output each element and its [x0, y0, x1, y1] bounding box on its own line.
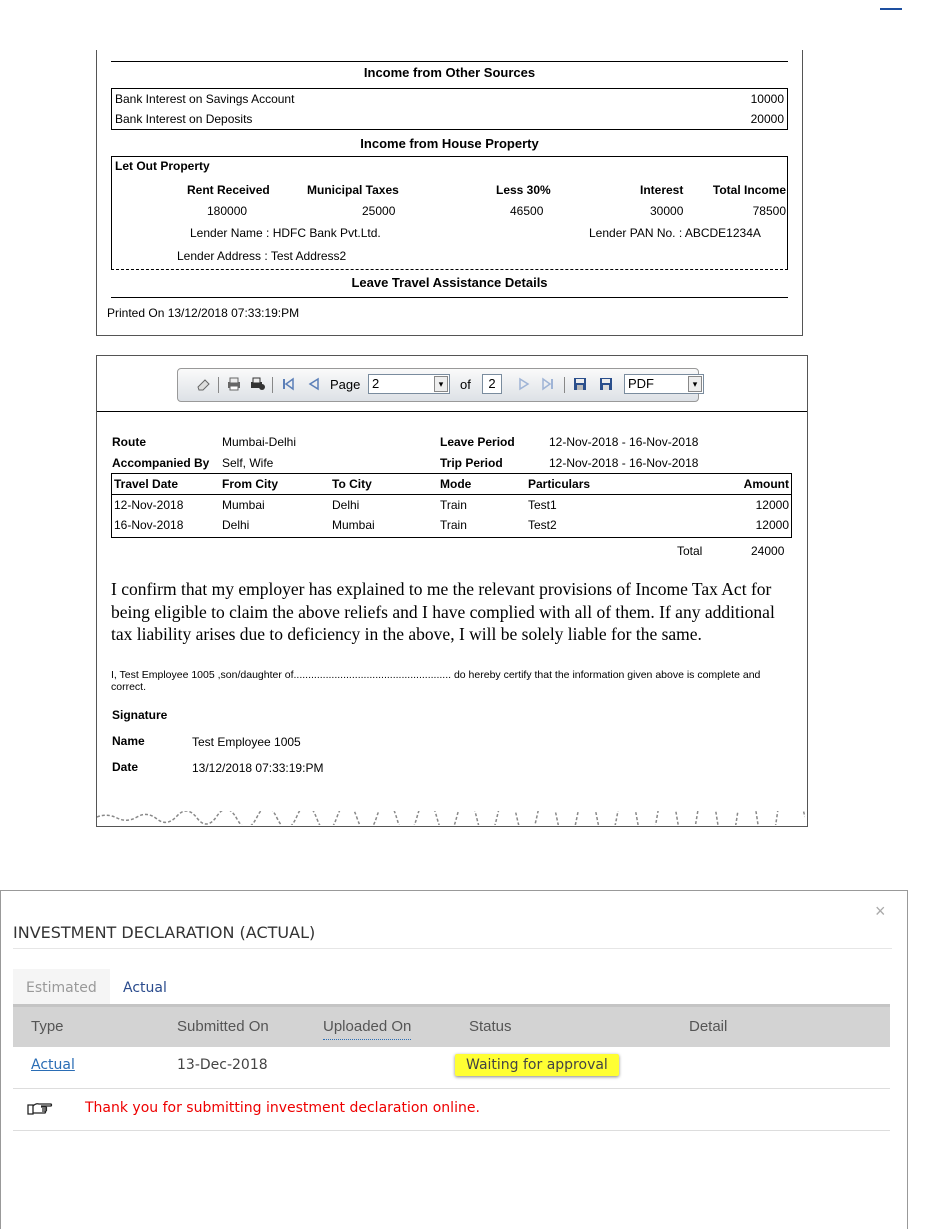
- page-label: Page: [330, 377, 361, 392]
- divider: [111, 297, 788, 298]
- torn-page-edge: [97, 811, 805, 825]
- table-header: Travel Date: [114, 477, 179, 491]
- section-title-lta: Leave Travel Assistance Details: [351, 275, 548, 290]
- status-badge: Waiting for approval: [455, 1054, 619, 1076]
- print-icon[interactable]: [226, 376, 242, 392]
- modal-title: INVESTMENT DECLARATION (ACTUAL): [13, 923, 316, 942]
- previous-page-icon[interactable]: [306, 376, 322, 392]
- name-label: Name: [112, 734, 145, 748]
- column-header: Interest: [640, 183, 684, 197]
- column-header: Less 30%: [496, 183, 551, 197]
- of-label: of: [460, 377, 471, 392]
- table-cell: 12000: [755, 518, 789, 532]
- income-label: Bank Interest on Deposits: [115, 112, 253, 126]
- export-format-select[interactable]: [624, 374, 704, 394]
- table-cell: Test1: [528, 498, 557, 512]
- divider: [111, 61, 788, 62]
- value-cell: 30000: [650, 204, 684, 218]
- other-sources-box: [111, 88, 788, 130]
- table-header: Amount: [743, 477, 789, 491]
- leave-period-value: 12-Nov-2018 - 16-Nov-2018: [549, 435, 699, 449]
- tab-bar: [13, 948, 892, 1007]
- certify-text: I, Test Employee 1005 ,son/daughter of...................................................... do hereby certify that the information given above is complete and correct.: [111, 669, 761, 693]
- route-value: Mumbai-Delhi: [222, 435, 297, 449]
- table-cell: Mumbai: [332, 518, 375, 532]
- table-header: Mode: [440, 477, 472, 491]
- table-cell: Train: [440, 498, 467, 512]
- tab-estimated[interactable]: Estimated: [13, 969, 110, 1007]
- export-format-value: PDF: [628, 376, 654, 391]
- top-accent-line: [880, 8, 902, 10]
- pointing-hand-icon: [27, 1100, 53, 1116]
- trip-period-label: Trip Period: [440, 456, 503, 470]
- income-amount: 10000: [750, 92, 784, 106]
- toolbar-separator: [218, 377, 219, 393]
- signature-label: Signature: [112, 708, 168, 722]
- route-label: Route: [112, 435, 146, 449]
- last-page-icon[interactable]: [540, 376, 556, 392]
- divider: [97, 411, 807, 412]
- column-header-submitted-on: Submitted On: [177, 1018, 269, 1035]
- table-cell: Delhi: [222, 518, 250, 532]
- table-cell: Delhi: [332, 498, 360, 512]
- value-cell: 25000: [362, 204, 396, 218]
- value-cell: 78500: [752, 204, 786, 218]
- export-icon[interactable]: [598, 376, 614, 392]
- table-cell: Mumbai: [222, 498, 265, 512]
- next-page-icon[interactable]: [516, 376, 532, 392]
- table-cell: 12-Nov-2018: [114, 498, 184, 512]
- total-pages-box: [482, 374, 502, 394]
- table-cell: 16-Nov-2018: [114, 518, 184, 532]
- first-page-icon[interactable]: [280, 376, 296, 392]
- total-pages: 2: [488, 376, 496, 391]
- table-row: [13, 1044, 890, 1089]
- table-cell: 12000: [755, 498, 789, 512]
- chevron-down-icon[interactable]: ▾: [688, 376, 702, 392]
- let-out-property-label: Let Out Property: [115, 159, 210, 173]
- column-header: Rent Received: [187, 183, 270, 197]
- erase-icon[interactable]: [196, 376, 212, 392]
- travel-table: [111, 473, 792, 538]
- report-page-lta: [96, 355, 808, 827]
- notice-text: Thank you for submitting investment declaration online.: [85, 1100, 480, 1116]
- income-label: Bank Interest on Savings Account: [115, 92, 295, 106]
- income-amount: 20000: [750, 112, 784, 126]
- house-property-box: [111, 156, 788, 270]
- date-value: 13/12/2018 07:33:19:PM: [192, 761, 324, 775]
- table-cell: Train: [440, 518, 467, 532]
- type-link[interactable]: Actual: [31, 1057, 75, 1073]
- column-header-status: Status: [469, 1018, 512, 1035]
- page-select-value: 2: [372, 376, 380, 391]
- save-icon[interactable]: [572, 376, 588, 392]
- investment-declaration-modal: [0, 890, 908, 1229]
- date-label: Date: [112, 760, 139, 774]
- divider: [112, 494, 791, 495]
- leave-period-label: Leave Period: [440, 435, 515, 449]
- lender-pan: Lender PAN No. : ABCDE1234A: [589, 226, 761, 240]
- lender-name: Lender Name : HDFC Bank Pvt.Ltd.: [190, 226, 381, 240]
- column-header: Municipal Taxes: [307, 183, 399, 197]
- total-value: 24000: [751, 544, 785, 558]
- column-header-type: Type: [31, 1018, 64, 1035]
- printed-on: Printed On 13/12/2018 07:33:19:PM: [107, 306, 300, 320]
- table-header: Particulars: [528, 477, 591, 491]
- page-select[interactable]: [368, 374, 450, 394]
- table-header: From City: [222, 477, 279, 491]
- chevron-down-icon[interactable]: ▾: [434, 376, 448, 392]
- table-header-row: [13, 1004, 890, 1047]
- report-page-income: [96, 50, 803, 336]
- name-value: Test Employee 1005: [192, 735, 301, 749]
- total-label: Total: [677, 544, 703, 558]
- column-header: Total Income: [712, 183, 786, 197]
- close-icon[interactable]: ×: [875, 901, 886, 921]
- table-header: To City: [332, 477, 372, 491]
- section-title-other-sources: Income from Other Sources: [363, 65, 536, 80]
- accompanied-value: Self, Wife: [222, 456, 274, 470]
- tab-actual[interactable]: Actual: [110, 969, 180, 1007]
- value-cell: 46500: [510, 204, 544, 218]
- submitted-on-value: 13-Dec-2018: [177, 1057, 268, 1073]
- notice-row: [13, 1088, 890, 1131]
- declaration-text: I confirm that my employer has explained to me the relevant provisions of Income Tax Act for being eligible to claim the above reliefs and I have complied with all of them. If any additional tax liability arises due to deficiency in the above, I will be solely liable for the same.: [111, 579, 775, 644]
- print-setup-icon[interactable]: [250, 376, 266, 392]
- table-cell: Test2: [528, 518, 557, 532]
- column-header-detail: Detail: [689, 1018, 728, 1035]
- accompanied-label: Accompanied By: [112, 456, 210, 470]
- toolbar-separator: [564, 377, 565, 393]
- lender-address: Lender Address : Test Address2: [177, 249, 347, 263]
- toolbar-separator: [272, 377, 273, 393]
- column-header-uploaded-on[interactable]: Uploaded On: [323, 1018, 411, 1040]
- value-cell: 180000: [207, 204, 248, 218]
- section-title-house-property: Income from House Property: [360, 136, 539, 151]
- report-toolbar: [177, 368, 699, 402]
- trip-period-value: 12-Nov-2018 - 16-Nov-2018: [549, 456, 699, 470]
